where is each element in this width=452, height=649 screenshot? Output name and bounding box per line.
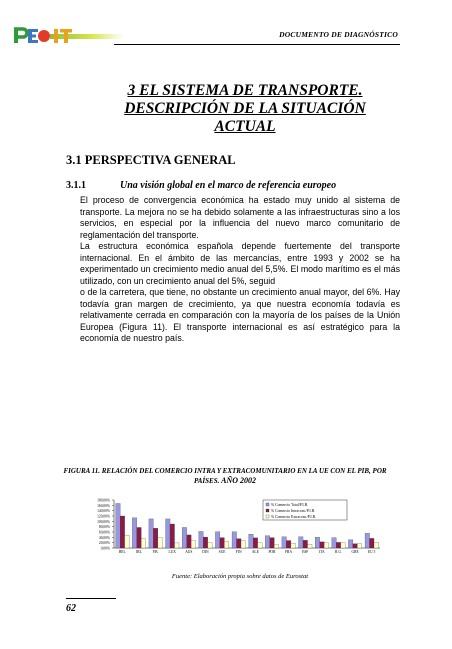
figure-caption-main: FIGURA 11. RELACIÓN DEL COMERCIO INTRA Y EXTRACOMUNITARIO EN LA UE CON EL PIB, POR PAÍSES. — [63, 467, 387, 485]
bar — [299, 537, 303, 548]
bar — [303, 540, 307, 548]
x-tick-label: ALE — [251, 550, 259, 554]
x-tick-label: FRA — [285, 550, 293, 554]
bar — [282, 537, 286, 548]
bar — [348, 540, 352, 548]
x-tick-label: FIN — [235, 550, 242, 554]
paragraph-1: El proceso de convergencia económica ha estado muy unido al sistema de transporte. La mejora no se ha debido solamente a las infraestructuras sino a los servicios, en especial por la influencia del nuevo marco comunitario de reglamentación del transporte. — [80, 195, 400, 240]
subsection-title: Una visión global en el marco de referencia europeo — [120, 180, 337, 191]
bar — [215, 532, 219, 548]
bar — [191, 541, 195, 548]
bar — [353, 544, 357, 548]
y-tick-label: 100,00% — [97, 519, 110, 524]
bar — [258, 543, 262, 548]
bar — [249, 534, 253, 548]
bar — [237, 539, 241, 548]
bar — [320, 542, 324, 548]
bar — [224, 542, 228, 548]
paragraph-3: o de la carretera, que tiene, no obstante un crecimiento anual mayor, del 6%. Hay todavía gran margen de crecimiento, ya que nuestra economía todavía es relativamente cerrada en comparación con la mayoría de los países de la Unión Europea (Figura 11). El transporte internacional es así estratégico para la economía de nuestro país. — [80, 287, 400, 344]
x-tick-label: POR — [268, 550, 276, 554]
peit-logo — [14, 26, 124, 46]
chapter-title-line3: ACTUAL — [214, 118, 276, 135]
x-tick-label: ESP — [302, 550, 309, 554]
bar — [187, 535, 191, 548]
bar — [241, 541, 245, 548]
figure-caption-year: AÑO 2002 — [221, 476, 256, 485]
bar — [336, 542, 340, 548]
bar — [324, 543, 328, 548]
legend-swatch — [266, 515, 269, 518]
bar — [374, 542, 378, 548]
bar — [270, 538, 274, 548]
bar — [370, 538, 374, 548]
bar — [170, 524, 174, 548]
paragraph-2: La estructura económica española depende fuertemente del transporte internacional. En el ámbito de las mercancías, entre 1993 y 2002 se ha experimentado un crecimiento medio anual del 5,5%. El modo marítimo es el más utilizado, con un crecimiento anual del 5%, seguid — [80, 241, 400, 286]
subsection-number: 3.1.1 — [66, 180, 86, 191]
x-tick-label: P.B. — [152, 550, 159, 554]
bar — [265, 536, 269, 548]
y-tick-label: 60,00% — [98, 530, 110, 535]
chapter-title — [100, 82, 390, 136]
header-rule — [114, 44, 400, 45]
bar — [125, 535, 129, 548]
x-tick-label: ITA — [318, 550, 325, 554]
y-tick-label: 20,00% — [98, 541, 110, 546]
legend-swatch — [266, 509, 269, 512]
bar — [116, 503, 120, 548]
bar — [137, 527, 141, 548]
bar — [208, 542, 212, 548]
bar — [149, 519, 153, 548]
bar — [274, 545, 278, 548]
bar — [315, 537, 319, 548]
x-tick-label: AUS — [185, 550, 193, 554]
y-tick-label: 80,00% — [98, 525, 110, 530]
x-tick-label: GRE — [351, 550, 359, 554]
x-tick-label: R.U. — [335, 550, 342, 554]
legend-label: % Comercio Intracom./P.I.B. — [271, 508, 316, 513]
figure-source: Fuente: Elaboración propia sobre datos de Eurostat — [171, 573, 309, 580]
bar — [132, 518, 136, 548]
x-tick-label: SUE — [218, 550, 226, 554]
bar — [175, 543, 179, 548]
x-tick-label: LUX — [168, 550, 176, 554]
bar — [332, 538, 336, 548]
bar — [182, 527, 186, 548]
bar — [153, 528, 157, 548]
bar — [199, 531, 203, 548]
page-header — [0, 0, 452, 50]
bar — [286, 541, 290, 548]
chapter-title-line2: DESCRIPCIÓN DE LA SITUACIÓN — [124, 100, 366, 117]
bar — [341, 543, 345, 548]
legend-swatch — [266, 503, 269, 506]
bar — [120, 516, 124, 548]
bar — [232, 532, 236, 548]
bar — [253, 538, 257, 548]
bar — [365, 533, 369, 548]
section-heading: 3.1 PERSPECTIVA GENERAL — [66, 153, 236, 167]
y-tick-label: 120,00% — [97, 514, 110, 519]
document-label: DOCUMENTO DE DIAGNÓSTICO — [279, 30, 398, 39]
bar — [308, 544, 312, 548]
bar — [220, 538, 224, 548]
x-tick-label: DIN — [202, 550, 209, 554]
y-tick-label: 0,00% — [100, 546, 110, 551]
legend-label: % Comercio Total/P.I.B. — [271, 502, 309, 507]
chapter-title-line1: 3 EL SISTEMA DE TRANSPORTE. — [127, 82, 363, 99]
y-tick-label: 40,00% — [98, 535, 110, 540]
y-tick-label: 180,00% — [97, 498, 110, 503]
bar — [291, 543, 295, 548]
legend-label: % Comercio Extracom./P.I.B. — [271, 514, 317, 519]
figure-caption — [50, 466, 400, 486]
page-number: 62 — [66, 603, 76, 614]
x-tick-label: IRL — [136, 550, 142, 554]
y-tick-label: 140,00% — [97, 509, 110, 514]
bar — [357, 544, 361, 548]
y-tick-label: 160,00% — [97, 503, 110, 508]
x-tick-label: BEL — [118, 550, 126, 554]
bar — [158, 538, 162, 548]
bar — [166, 519, 170, 548]
trade-gdp-bar-chart — [80, 494, 400, 649]
x-tick-label: EU 5 — [367, 550, 376, 554]
bar — [203, 537, 207, 548]
footer-rule — [66, 598, 116, 599]
bar — [141, 539, 145, 548]
